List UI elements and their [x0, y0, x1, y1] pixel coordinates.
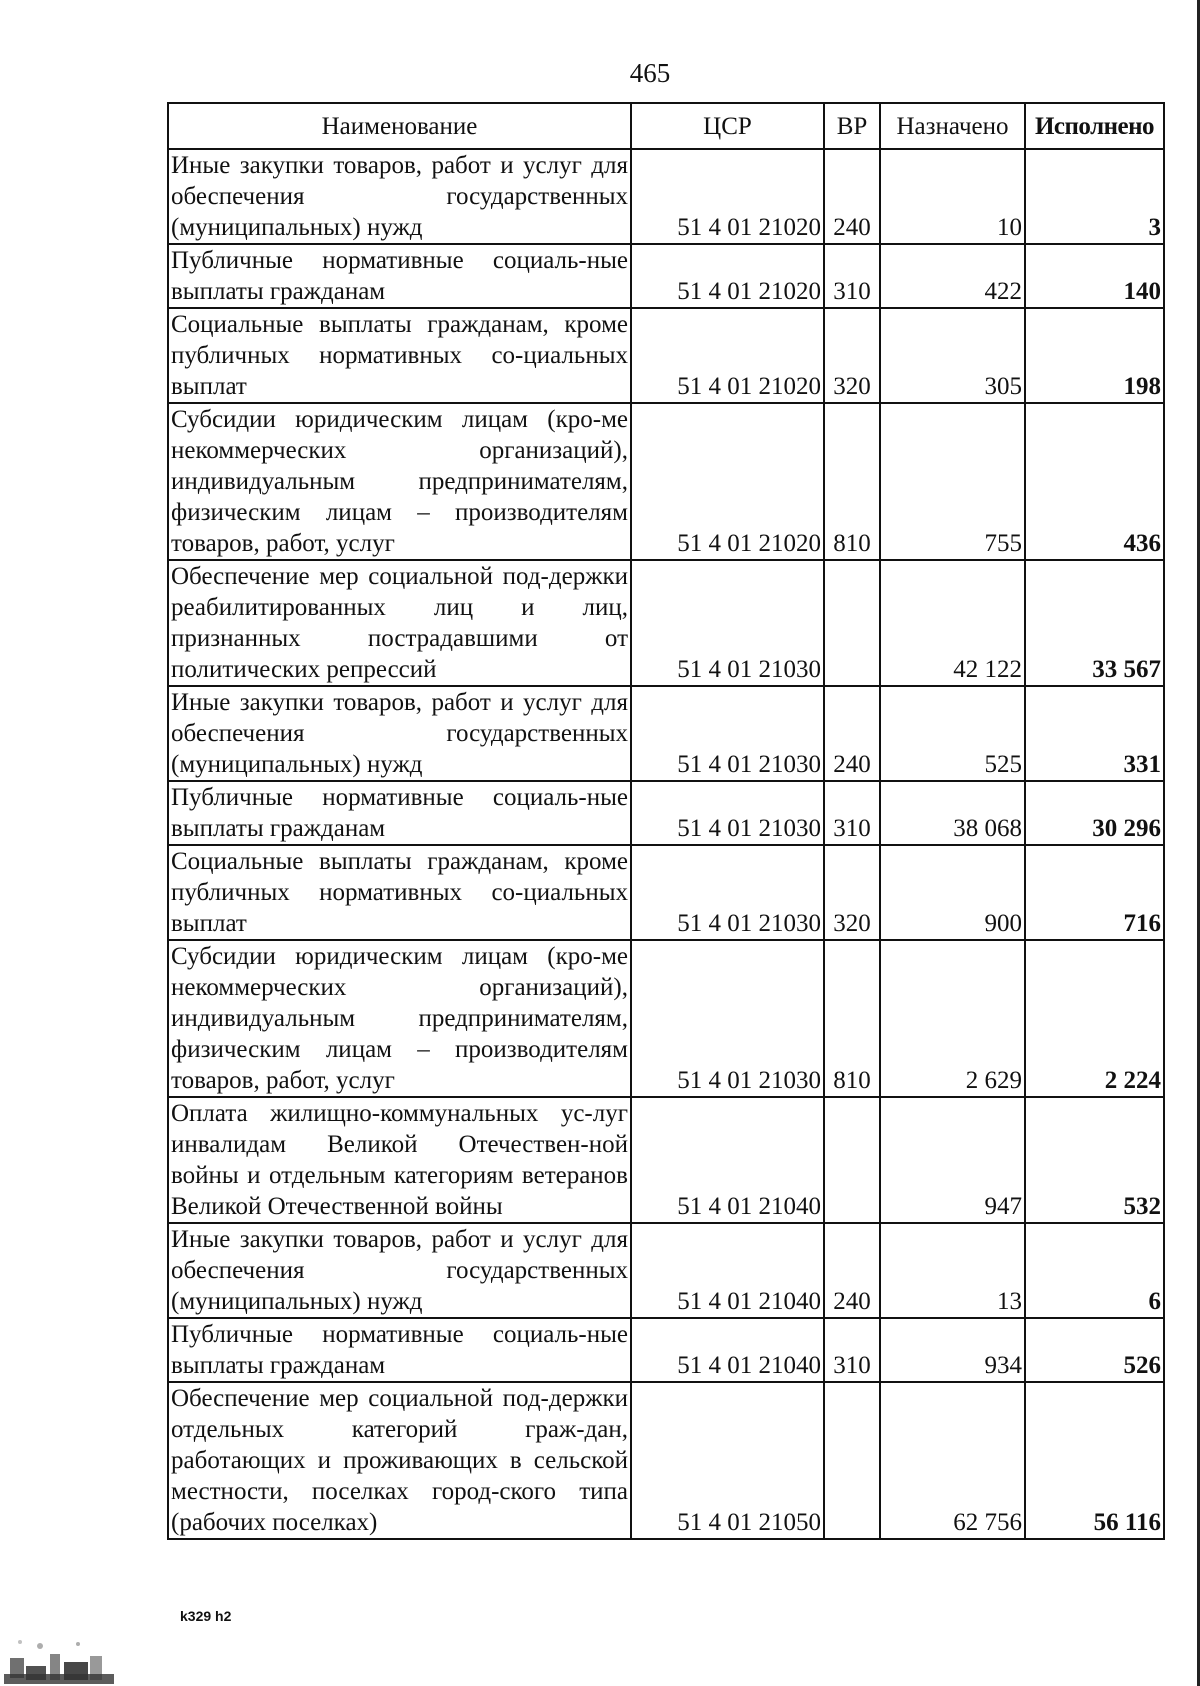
table-row — [168, 1097, 1164, 1223]
table-row — [168, 1382, 1164, 1539]
cell-planned: 947 — [880, 1097, 1025, 1223]
table-row — [168, 940, 1164, 1097]
cell-done: 30 296 — [1025, 781, 1164, 845]
cell-vr: 310 — [824, 1318, 880, 1382]
cell-done: 526 — [1025, 1318, 1164, 1382]
cell-name: Субсидии юридическим лицам (кро-ме некоммерческих организаций), индивидуальным предпринимателям, физическим лицам – производителям товаров, работ, услуг — [168, 403, 631, 560]
cell-vr: 320 — [824, 308, 880, 403]
cell-planned: 62 756 — [880, 1382, 1025, 1539]
table-row — [168, 403, 1164, 560]
cell-planned: 42 122 — [880, 560, 1025, 686]
table-header-row — [168, 103, 1164, 149]
cell-vr: 240 — [824, 1223, 880, 1318]
scan-noise-mark — [0, 1596, 120, 1686]
cell-vr: 320 — [824, 845, 880, 940]
cell-planned: 10 — [880, 149, 1025, 244]
column-header-vr: ВР — [824, 103, 880, 149]
cell-csr: 51 4 01 21020 — [631, 308, 824, 403]
cell-done: 3 — [1025, 149, 1164, 244]
cell-name: Иные закупки товаров, работ и услуг для обеспечения государственных (муниципальных) нужд — [168, 1223, 631, 1318]
cell-planned: 934 — [880, 1318, 1025, 1382]
table-row — [168, 845, 1164, 940]
cell-done: 331 — [1025, 686, 1164, 781]
cell-csr: 51 4 01 21020 — [631, 244, 824, 308]
cell-done: 56 116 — [1025, 1382, 1164, 1539]
cell-name: Субсидии юридическим лицам (кро-ме некоммерческих организаций), индивидуальным предпринимателям, физическим лицам – производителям товаров, работ, услуг — [168, 940, 631, 1097]
page-number: 465 — [629, 58, 671, 88]
cell-done: 6 — [1025, 1223, 1164, 1318]
cell-planned: 525 — [880, 686, 1025, 781]
cell-csr: 51 4 01 21040 — [631, 1097, 824, 1223]
cell-name: Социальные выплаты гражданам, кроме публичных нормативных со-циальных выплат — [168, 845, 631, 940]
cell-csr: 51 4 01 21040 — [631, 1318, 824, 1382]
cell-planned: 38 068 — [880, 781, 1025, 845]
cell-done: 716 — [1025, 845, 1164, 940]
cell-done: 532 — [1025, 1097, 1164, 1223]
cell-vr — [824, 1097, 880, 1223]
cell-planned: 900 — [880, 845, 1025, 940]
cell-done: 436 — [1025, 403, 1164, 560]
table-row — [168, 149, 1164, 244]
cell-csr: 51 4 01 21050 — [631, 1382, 824, 1539]
cell-csr: 51 4 01 21020 — [631, 403, 824, 560]
cell-name: Иные закупки товаров, работ и услуг для обеспечения государственных (муниципальных) нужд — [168, 686, 631, 781]
column-header-csr: ЦСР — [631, 103, 824, 149]
cell-csr: 51 4 01 21030 — [631, 686, 824, 781]
cell-planned: 13 — [880, 1223, 1025, 1318]
table-row — [168, 308, 1164, 403]
cell-vr: 240 — [824, 686, 880, 781]
cell-planned: 2 629 — [880, 940, 1025, 1097]
column-header-name: Наименование — [168, 103, 631, 149]
cell-done: 140 — [1025, 244, 1164, 308]
cell-vr: 810 — [824, 403, 880, 560]
cell-planned: 305 — [880, 308, 1025, 403]
cell-planned: 755 — [880, 403, 1025, 560]
cell-vr: 240 — [824, 149, 880, 244]
cell-done: 33 567 — [1025, 560, 1164, 686]
table-row — [168, 1223, 1164, 1318]
cell-csr: 51 4 01 21030 — [631, 940, 824, 1097]
cell-name: Публичные нормативные социаль-ные выплаты гражданам — [168, 244, 631, 308]
cell-name: Публичные нормативные социаль-ные выплаты гражданам — [168, 781, 631, 845]
cell-vr — [824, 1382, 880, 1539]
cell-name: Иные закупки товаров, работ и услуг для обеспечения государственных (муниципальных) нужд — [168, 149, 631, 244]
cell-csr: 51 4 01 21020 — [631, 149, 824, 244]
table-body — [168, 149, 1164, 1539]
cell-name: Обеспечение мер социальной под-держки реабилитированных лиц и лиц, признанных пострадавшими от политических репрессий — [168, 560, 631, 686]
table-row — [168, 781, 1164, 845]
cell-vr — [824, 560, 880, 686]
cell-name: Социальные выплаты гражданам, кроме публичных нормативных со-циальных выплат — [168, 308, 631, 403]
cell-planned: 422 — [880, 244, 1025, 308]
cell-vr: 810 — [824, 940, 880, 1097]
column-header-planned: Назначено — [880, 103, 1025, 149]
cell-csr: 51 4 01 21030 — [631, 845, 824, 940]
cell-vr: 310 — [824, 781, 880, 845]
cell-csr: 51 4 01 21030 — [631, 781, 824, 845]
budget-table — [167, 102, 1165, 1540]
table-row — [168, 1318, 1164, 1382]
cell-csr: 51 4 01 21030 — [631, 560, 824, 686]
cell-done: 198 — [1025, 308, 1164, 403]
table-row — [168, 560, 1164, 686]
footer-code: k329 h2 — [180, 1608, 232, 1624]
column-header-done: Исполнено — [1025, 103, 1164, 149]
cell-done: 2 224 — [1025, 940, 1164, 1097]
cell-vr: 310 — [824, 244, 880, 308]
cell-name: Обеспечение мер социальной под-держки отдельных категорий граж-дан, работающих и проживающих в сельской местности, поселках город-ского типа (рабочих поселках) — [168, 1382, 631, 1539]
cell-name: Оплата жилищно-коммунальных ус-луг инвалидам Великой Отечествен-ной войны и отдельным категориям ветеранов Великой Отечественной войны — [168, 1097, 631, 1223]
table-row — [168, 686, 1164, 781]
cell-name: Публичные нормативные социаль-ные выплаты гражданам — [168, 1318, 631, 1382]
cell-csr: 51 4 01 21040 — [631, 1223, 824, 1318]
table-row — [168, 244, 1164, 308]
